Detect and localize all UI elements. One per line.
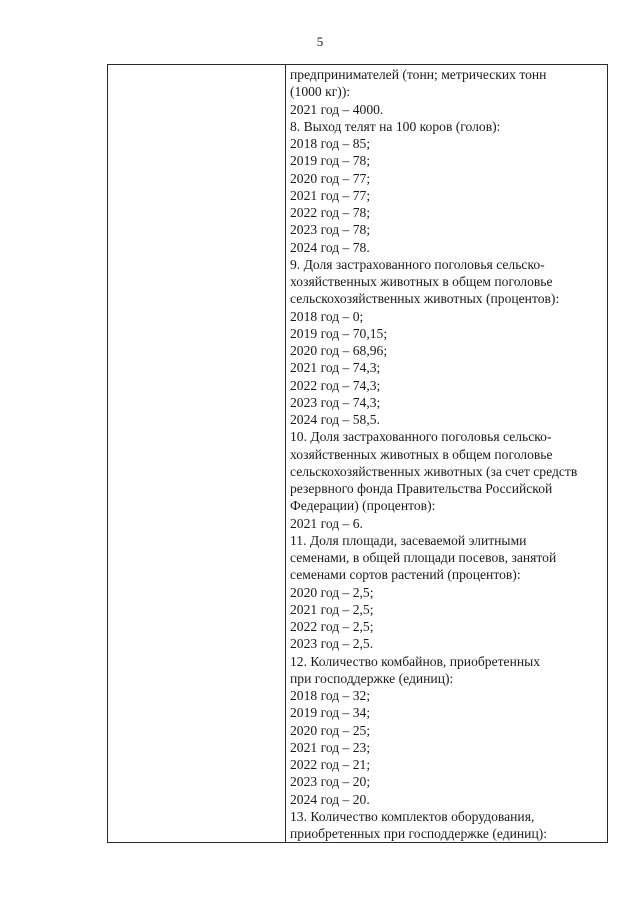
table-text-line: хозяйственных животных в общем поголовье: [290, 446, 553, 462]
table-text-line: 2024 год – 20.: [290, 791, 370, 807]
table-text-line: 2024 год – 78.: [290, 239, 370, 255]
table-text-line: семенами, в общей площади посевов, занятой: [290, 550, 557, 565]
table-text-line: 2018 год – 0;: [290, 308, 364, 324]
table-text-line: 2021 год – 6.: [290, 515, 363, 531]
table-text-line: 2021 год – 77;: [290, 187, 371, 203]
table-text-line: семенами сортов растений (процентов):: [290, 567, 521, 583]
table-text-line: 2022 год – 78;: [290, 205, 371, 220]
table-text-line: 2019 год – 34;: [290, 705, 371, 721]
table-text-line: 2018 год – 85;: [290, 136, 371, 151]
table-text-line: 2023 год – 2,5.: [290, 636, 374, 652]
table-left-cell: [108, 65, 286, 842]
table-text-line: 2020 год – 77;: [290, 170, 371, 186]
table-text-line: 8. Выход телят на 100 коров (голов):: [290, 118, 501, 134]
table-text-line: 13. Количество комплектов оборудования,: [290, 808, 535, 824]
page-number: 5: [316, 34, 324, 49]
table-text-line: сельскохозяйственных животных (за счет средств: [290, 463, 578, 479]
table-text-line: (1000 кг)):: [290, 84, 351, 100]
table-text-line: 2022 год – 74,3;: [290, 377, 381, 393]
table-text-line: предпринимателей (тонн; метрических тонн: [290, 67, 547, 82]
table-text-line: 2023 год – 20;: [290, 774, 371, 790]
table-text-line: 2021 год – 74,3;: [290, 360, 381, 376]
table-text-line: сельскохозяйственных животных (процентов):: [290, 291, 560, 307]
table-text-line: хозяйственных животных в общем поголовье: [290, 274, 553, 289]
table-text-line: 2023 год – 78;: [290, 222, 371, 238]
table-text-line: 2021 год – 23;: [290, 739, 371, 755]
table-text-line: 2020 год – 68,96;: [290, 343, 388, 358]
table-text-line: Федерации) (процентов):: [290, 498, 436, 514]
table-text-line: 12. Количество комбайнов, приобретенных: [290, 653, 541, 669]
table-text-line: при господдержке (единиц):: [290, 670, 454, 686]
table-text-line: 2019 год – 78;: [290, 153, 371, 169]
table-text-line: резервного фонда Правительства Российской: [290, 481, 553, 496]
table-text-line: 2019 год – 70,15;: [290, 325, 388, 341]
table-text-line: 2021 год – 4000.: [290, 101, 384, 117]
table-text-line: 10. Доля застрахованного поголовья сельско-: [290, 429, 552, 445]
table-text-line: 2018 год – 32;: [290, 688, 371, 703]
table-text-line: 9. Доля застрахованного поголовья сельско-: [290, 256, 545, 272]
table-text-line: 2023 год – 74,3;: [290, 394, 381, 410]
table-text-line: 2021 год – 2,5;: [290, 601, 374, 617]
table-text-line: 2020 год – 25;: [290, 722, 371, 738]
table-text-line: приобретенных при господдержке (единиц):: [290, 826, 548, 841]
table-text-line: 2022 год – 21;: [290, 757, 371, 772]
table-text-line: 2022 год – 2,5;: [290, 619, 374, 634]
table-text-line: 2024 год – 58,5.: [290, 412, 380, 427]
table-right-cell: [286, 65, 607, 842]
table-text-line: 11. Доля площади, засеваемой элитными: [290, 532, 527, 548]
table-text-line: 2020 год – 2,5;: [290, 584, 374, 600]
indicator-table: [107, 64, 608, 843]
